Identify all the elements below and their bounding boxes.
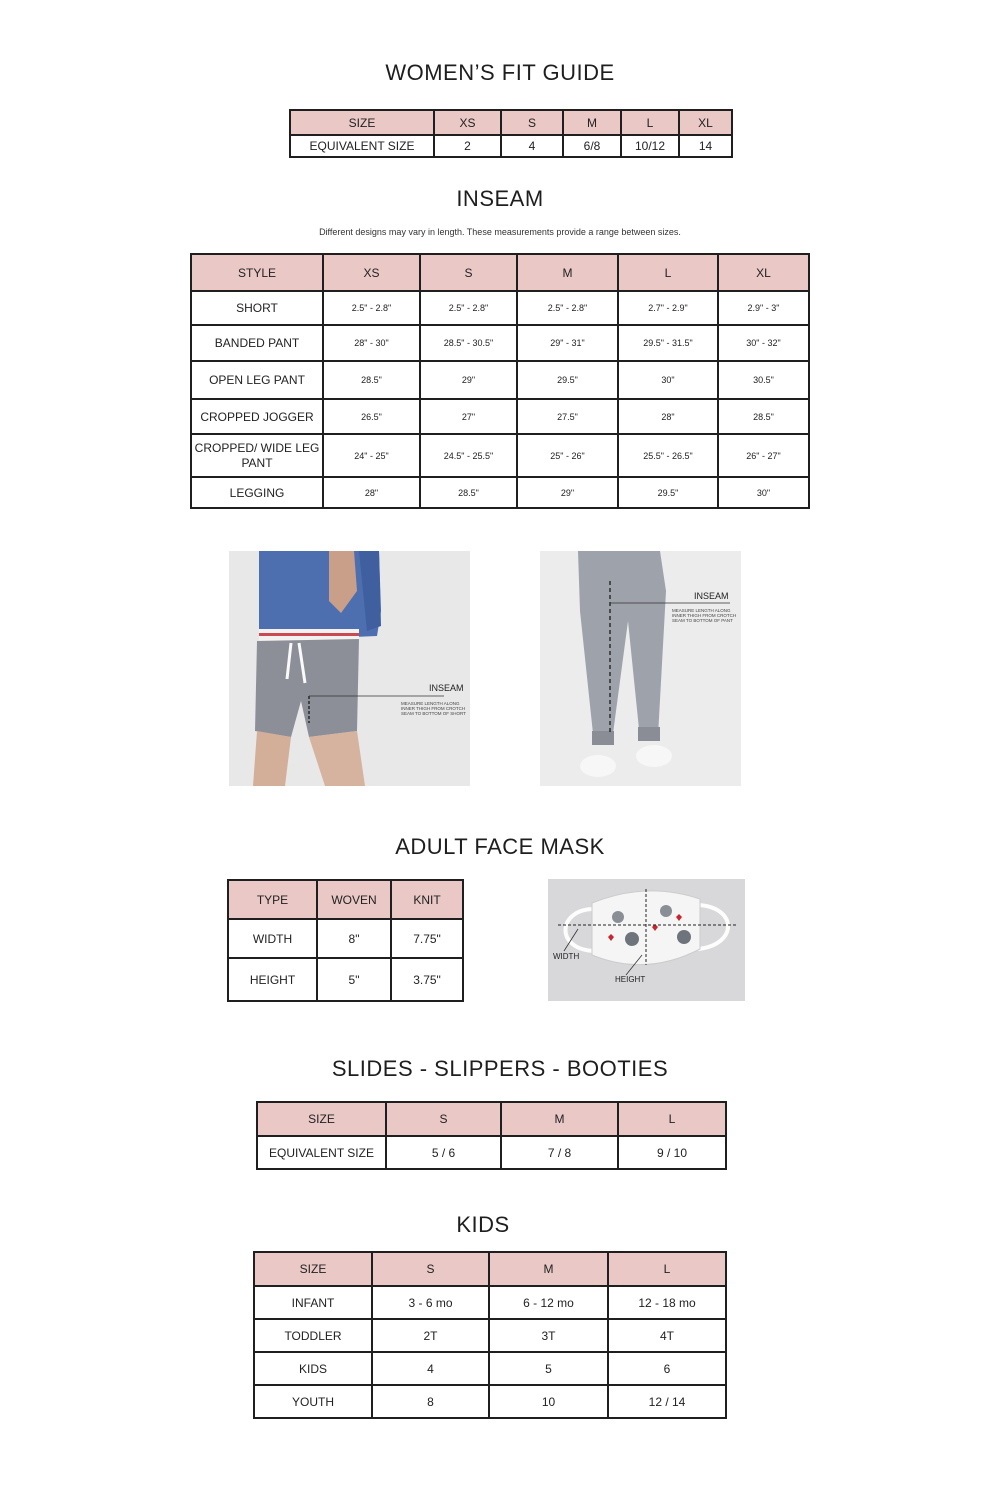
row-label: BANDED PANT <box>191 325 323 361</box>
table-cell: 2.9" - 3" <box>718 291 809 325</box>
header-cell: TYPE <box>228 880 317 919</box>
header-cell: SIZE <box>254 1252 372 1286</box>
row-label: OPEN LEG PANT <box>191 361 323 399</box>
inseam-note: Different designs may vary in length. These measurements provide a range between sizes. <box>319 227 681 237</box>
table-cell: 6/8 <box>563 135 621 157</box>
row-label: CROPPED JOGGER <box>191 399 323 434</box>
table-cell: 2.5" - 2.8" <box>323 291 420 325</box>
header-cell: L <box>618 1102 726 1136</box>
mask-width-label: WIDTH <box>553 952 580 961</box>
table-row <box>290 135 732 157</box>
table-cell: 28.5" - 30.5" <box>420 325 517 361</box>
table-cell: 6 - 12 mo <box>489 1286 608 1319</box>
table-cell: 30" <box>618 361 718 399</box>
table-cell: 28.5" <box>323 361 420 399</box>
fit-guide-table <box>289 109 733 158</box>
row-label: INFANT <box>254 1286 372 1319</box>
table-cell: 3.75" <box>391 958 463 1001</box>
pant-inseam-caption: MEASURE LENGTH ALONG INNER THIGH FROM CROTCH SEAM TO BOTTOM OF PANT <box>672 608 737 623</box>
shorts-inseam-caption: MEASURE LENGTH ALONG INNER THIGH FROM CROTCH SEAM TO BOTTOM OF SHORT <box>401 701 466 716</box>
header-cell: STYLE <box>191 254 323 291</box>
row-label: WIDTH <box>228 919 317 958</box>
table-row <box>228 919 463 958</box>
header-cell: XS <box>434 110 501 135</box>
table-cell: 4 <box>501 135 563 157</box>
table-cell: 26.5" <box>323 399 420 434</box>
table-cell: 25" - 26" <box>517 434 618 477</box>
row-label: HEIGHT <box>228 958 317 1001</box>
row-label: KIDS <box>254 1352 372 1385</box>
shorts-inseam-label: INSEAM <box>429 683 464 693</box>
table-cell: 2.5" - 2.8" <box>420 291 517 325</box>
header-cell: M <box>501 1102 618 1136</box>
table-cell: 25.5" - 26.5" <box>618 434 718 477</box>
header-cell: L <box>621 110 679 135</box>
table-row <box>254 1319 726 1352</box>
table-cell: 10 <box>489 1385 608 1418</box>
table-cell: 28.5" <box>718 399 809 434</box>
table-cell: 4T <box>608 1319 726 1352</box>
table-cell: 6 <box>608 1352 726 1385</box>
face-mask-title: ADULT FACE MASK <box>395 834 605 859</box>
table-cell: 9 / 10 <box>618 1136 726 1169</box>
table-cell: 30" - 32" <box>718 325 809 361</box>
header-cell: XL <box>679 110 732 135</box>
table-cell: 2 <box>434 135 501 157</box>
table-row <box>191 434 809 477</box>
header-cell: SIZE <box>257 1102 386 1136</box>
header-cell: XL <box>718 254 809 291</box>
table-row <box>191 361 809 399</box>
table-cell: 24" - 25" <box>323 434 420 477</box>
table-cell: 7.75" <box>391 919 463 958</box>
face-mask-table <box>227 879 464 1002</box>
table-row <box>191 291 809 325</box>
table-cell: 29.5" <box>618 477 718 508</box>
table-cell: 8" <box>317 919 391 958</box>
inseam-title: INSEAM <box>456 186 544 211</box>
mask-height-label: HEIGHT <box>615 975 646 984</box>
header-cell: M <box>517 254 618 291</box>
header-cell: M <box>563 110 621 135</box>
table-cell: 28" <box>323 477 420 508</box>
table-cell: 28" - 30" <box>323 325 420 361</box>
header-cell: S <box>501 110 563 135</box>
table-header-row <box>257 1102 726 1136</box>
table-cell: 5" <box>317 958 391 1001</box>
table-row <box>254 1352 726 1385</box>
table-cell: 12 - 18 mo <box>608 1286 726 1319</box>
header-cell: KNIT <box>391 880 463 919</box>
header-cell: SIZE <box>290 110 434 135</box>
table-row <box>257 1136 726 1169</box>
row-label: YOUTH <box>254 1385 372 1418</box>
header-cell: S <box>420 254 517 291</box>
table-header-row <box>254 1252 726 1286</box>
table-cell: 29.5" - 31.5" <box>618 325 718 361</box>
inseam-table <box>190 253 810 509</box>
table-cell: 28" <box>618 399 718 434</box>
table-row <box>254 1385 726 1418</box>
table-row <box>191 399 809 434</box>
row-label: CROPPED/ WIDE LEG PANT <box>191 434 323 477</box>
slides-table <box>256 1101 727 1170</box>
header-cell: M <box>489 1252 608 1286</box>
table-row <box>191 477 809 508</box>
row-label: LEGGING <box>191 477 323 508</box>
header-cell: XS <box>323 254 420 291</box>
table-cell: 2.5" - 2.8" <box>517 291 618 325</box>
header-cell: S <box>386 1102 501 1136</box>
table-cell: 3T <box>489 1319 608 1352</box>
fit-guide-title: WOMEN’S FIT GUIDE <box>385 60 615 85</box>
table-cell: 24.5" - 25.5" <box>420 434 517 477</box>
kids-title: KIDS <box>456 1212 510 1237</box>
table-row <box>228 958 463 1001</box>
table-cell: 28.5" <box>420 477 517 508</box>
table-header-row <box>191 254 809 291</box>
header-cell: L <box>618 254 718 291</box>
table-header-row <box>290 110 732 135</box>
table-cell: 29" <box>517 477 618 508</box>
header-cell: S <box>372 1252 489 1286</box>
pant-inseam-label: INSEAM <box>694 591 729 601</box>
table-cell: 29" - 31" <box>517 325 618 361</box>
pant-illustration <box>540 551 741 786</box>
table-cell: 29" <box>420 361 517 399</box>
table-cell: 3 - 6 mo <box>372 1286 489 1319</box>
table-cell: 29.5" <box>517 361 618 399</box>
face-mask-illustration <box>548 879 745 1001</box>
table-row <box>254 1286 726 1319</box>
slides-title: SLIDES - SLIPPERS - BOOTIES <box>331 1056 669 1081</box>
table-cell: 5 / 6 <box>386 1136 501 1169</box>
shorts-illustration <box>229 551 470 786</box>
table-cell: 30.5" <box>718 361 809 399</box>
table-cell: 27.5" <box>517 399 618 434</box>
table-cell: 30" <box>718 477 809 508</box>
pant-inseam-photo <box>540 551 741 786</box>
table-cell: 8 <box>372 1385 489 1418</box>
table-cell: 26" - 27" <box>718 434 809 477</box>
table-cell: 10/12 <box>621 135 679 157</box>
row-label: EQUIVALENT SIZE <box>257 1136 386 1169</box>
table-cell: 2.7" - 2.9" <box>618 291 718 325</box>
table-cell: 5 <box>489 1352 608 1385</box>
table-cell: 7 / 8 <box>501 1136 618 1169</box>
table-cell: 14 <box>679 135 732 157</box>
shorts-inseam-photo <box>229 551 470 786</box>
face-mask-diagram <box>548 879 745 1001</box>
kids-table <box>253 1251 727 1419</box>
table-cell: 27" <box>420 399 517 434</box>
table-header-row <box>228 880 463 919</box>
table-cell: EQUIVALENT SIZE <box>290 135 434 157</box>
table-cell: 12 / 14 <box>608 1385 726 1418</box>
table-row <box>191 325 809 361</box>
header-cell: L <box>608 1252 726 1286</box>
row-label: TODDLER <box>254 1319 372 1352</box>
table-cell: 2T <box>372 1319 489 1352</box>
header-cell: WOVEN <box>317 880 391 919</box>
table-cell: 4 <box>372 1352 489 1385</box>
row-label: SHORT <box>191 291 323 325</box>
